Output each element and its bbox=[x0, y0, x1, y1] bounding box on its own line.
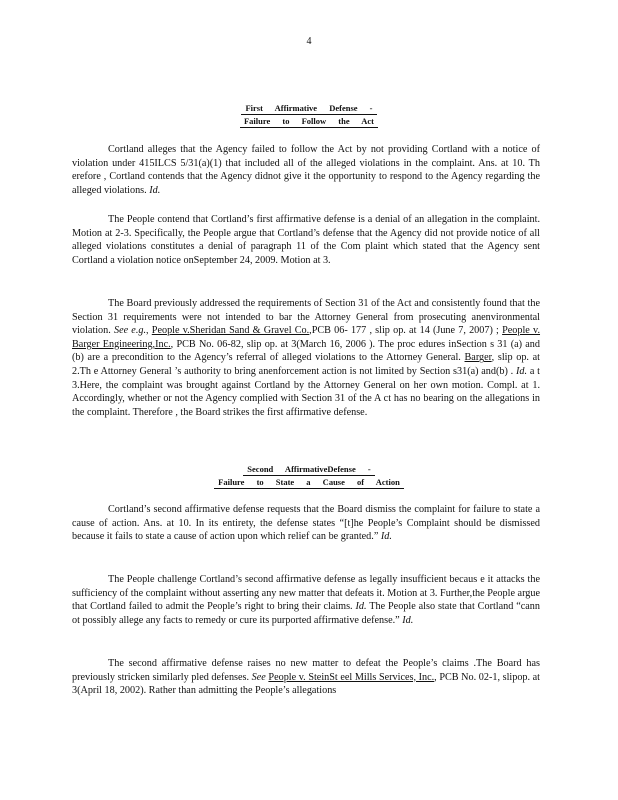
citation-id: Id. bbox=[516, 365, 528, 377]
citation-signal: See e.g. bbox=[113, 325, 147, 337]
second-defense-heading bbox=[0, 463, 618, 489]
citation-id: Id. bbox=[380, 531, 392, 543]
heading-line-2: Failure to State a Cause of Action bbox=[214, 476, 404, 489]
paragraph-text: Cortland alleges that the Agency failed to follow the Act by not providing Cortland with a notice of violation under 415ILCS 5/31(a)(1) that included all of the alleged violations in the complaint. Ans. at 10. Th erefore , Cortland contends that the Agency didnot give it the opportunity to respond to the Agency regarding the alleged violations. bbox=[72, 144, 540, 196]
paragraph-text: , PCB No. 06-82, slip op. at 3(March 16, 2006 ). The proc edures inSection s 31 (a) and (b) are a precondition to the Agency’s referral of alleged violations to the Attorney General. bbox=[72, 338, 540, 364]
paragraph-1 bbox=[72, 143, 540, 197]
paragraph-text: ,PCB 06- 177 , slip op. at 14 (June 7, 2007) ; bbox=[309, 325, 499, 337]
heading-line-2: Failure to Follow the Act bbox=[240, 115, 378, 128]
citation-signal: See bbox=[251, 671, 266, 683]
heading-line-1: Second AffirmativeDefense - bbox=[243, 463, 374, 476]
paragraph-text: , PCB No. 02-1, slipop. at 3(April 18, 2002). Rather than admitting the People’s allegations bbox=[72, 671, 541, 697]
citation-id: Id. bbox=[355, 601, 367, 613]
paragraph-text: The People contend that Cortland’s first affirmative defense is a denial of an allegation in the complaint. Motion at 2-3. Specifically, the People argue that Cortland’s defense that the Agency did not provide notice of all alleged violations constitutes a denial of paragraph 11 of the Com plaint which stated that the Agency sent Cortland a violation notice onSeptember 24, 2009. Motion at 3. bbox=[72, 214, 540, 266]
case-name: People v. Barger Engineering,Inc. bbox=[72, 325, 541, 350]
paragraph-6 bbox=[72, 657, 540, 698]
case-name: People v.Sheridan Sand & Gravel Co. bbox=[151, 325, 310, 337]
paragraph-text: The second affirmative defense raises no new matter to defeat the People’s claims .The Board has previously stricken similarly pled defenses. bbox=[72, 658, 540, 683]
page-number: 4 bbox=[306, 36, 312, 47]
citation-id: Id. bbox=[149, 184, 161, 196]
case-name: Barger bbox=[464, 352, 492, 364]
paragraph-text: The People challenge Cortland’s second affirmative defense as legally insufficient becaus e it attacks the sufficiency of the complaint without asserting any new matter that defeats it. Motion at 3. Further,the People argue that Cortland failed to admit the People’s right to bring their claims. bbox=[72, 574, 540, 613]
heading-line-1: First Affirmative Defense - bbox=[241, 102, 376, 115]
paragraph-text: Cortland’s second affirmative defense requests that the Board dismiss the complaint for failure to state a cause of action. Ans. at 10. In its entirety, the defense states “[t]he People’s Complaint should be dismissed because it fails to state a cause of action upon which relief can be granted.” bbox=[72, 504, 540, 543]
paragraph-text: The Board previously addressed the requirements of Section 31 of the Act and consistently found that the Section 31 requirements were not intended to bar the Attorney General from prosecuting anenvironmental violation. bbox=[72, 298, 540, 337]
paragraph-4 bbox=[72, 503, 540, 544]
first-defense-heading bbox=[0, 102, 618, 128]
paragraph-text: , slip op. at 2.Th e Attorney General ’s authority to bring anenforcement action is not limited by Section s31(a) and(b) . bbox=[72, 352, 541, 377]
paragraph-3 bbox=[72, 297, 540, 419]
case-name: People v. SteinSt eel Mills Services, Inc. bbox=[268, 671, 435, 683]
paragraph-5 bbox=[72, 573, 540, 627]
paragraph-text: The People also state that Cortland “cann ot possibly allege any facts to remedy or cure its purported affirmative defense.” bbox=[72, 601, 540, 626]
citation-id: Id. bbox=[402, 614, 414, 626]
paragraph-text: a t 3.Here, the complaint was brought against Cortland by the Attorney General on her own motion. Compl. at 1. Accordingly, whether or not the Agency complied with Section 31 of the A ct has no bearing on the allegations in the complaint. Therefore , the Board strikes the first affirmative defense. bbox=[72, 365, 541, 418]
paragraph-text: , bbox=[146, 325, 149, 337]
paragraph-2 bbox=[72, 213, 540, 267]
